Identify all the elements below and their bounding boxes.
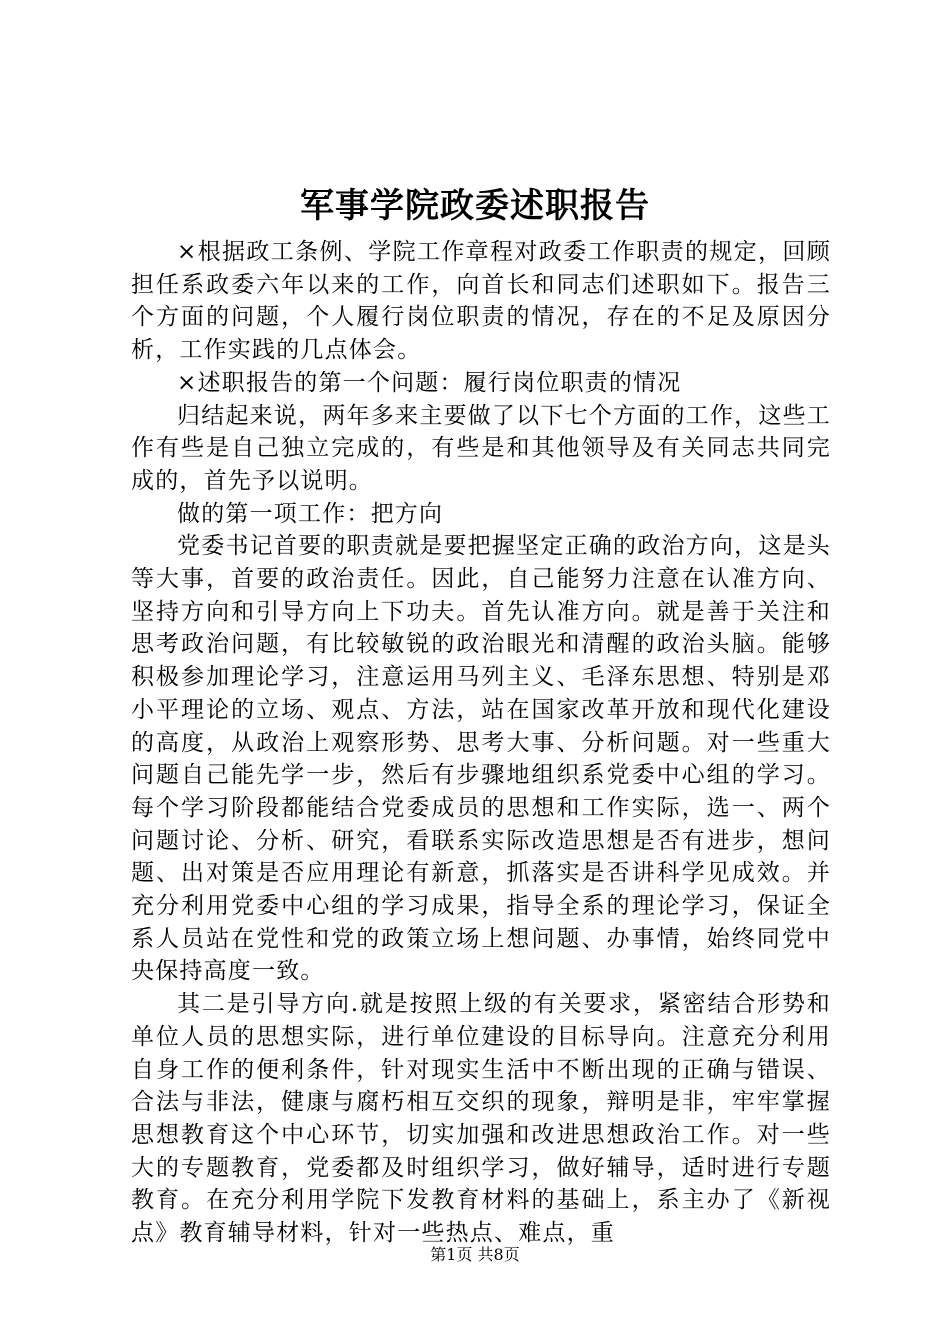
paragraph: 做的第一项工作：把方向 (177, 500, 444, 527)
paragraph: 其二是引导方向.就是按照上级的有关要求，紧密结合形势和单位人员的思想实际，进行单位建设的目标导向。注意充分利用自身工作的便利条件，针对现实生活中不断出现的正确与错误、合法与非法，健康与腐朽相互交织的现象，辩明是非，牢牢掌握思想教育这个中心环节，切实加强和改进思想政治工作。对一些大的专题教育，党委都及时组织学习，做好辅导，适时进行专题教育。在充分利用学院下发教育材料的基础上，系主办了《新视点》教育辅导材料，针对一些热点、难点，重 (131, 991, 831, 1247)
page-footer: 第1页 共8页 (430, 1245, 520, 1264)
paragraph: 党委书记首要的职责就是要把握坚定正确的政治方向，这是头等大事，首要的政治责任。因此，自己能努力注意在认准方向、坚持方向和引导方向上下功夫。首先认准方向。就是善于关注和思考政治问题，有比较敏锐的政治眼光和清醒的政治头脑。能够积极参加理论学习，注意运用马列主义、毛泽东思想、特别是邓小平理论的立场、观点、方法，站在国家改革开放和现代化建设的高度，从政治上观察形势、思考大事、分析问题。对一些重大问题自己能先学一步，然后有步骤地组织系党委中心组的学习。每个学习阶段都能结合党委成员的思想和工作实际，选一、两个问题讨论、分析、研究，看联系实际改造思想是否有进步，想问题、出对策是否应用理论有新意，抓落实是否讲科学见成效。并充分利用党委中心组的学习成果，指导全系的理论学习，保证全系人员站在党性和党的政策立场上想问题、办事情，始终同党中央保持高度一致。 (131, 533, 831, 985)
document-body (131, 236, 831, 1250)
paragraph: ×根据政工条例、学院工作章程对政委工作职责的规定，回顾担任系政委六年以来的工作，向首长和同志们述职如下。报告三个方面的问题，个人履行岗位职责的情况，存在的不足及原因分析，工作实践的几点体会。 (131, 239, 831, 364)
paragraph: ×述职报告的第一个问题：履行岗位职责的情况 (177, 369, 682, 396)
paragraph: 归结起来说，两年多来主要做了以下七个方面的工作，这些工作有些是自己独立完成的，有些是和其他领导及有关同志共同完成的，首先予以说明。 (131, 402, 831, 494)
document-title: 军事学院政委述职报告 (300, 186, 650, 226)
